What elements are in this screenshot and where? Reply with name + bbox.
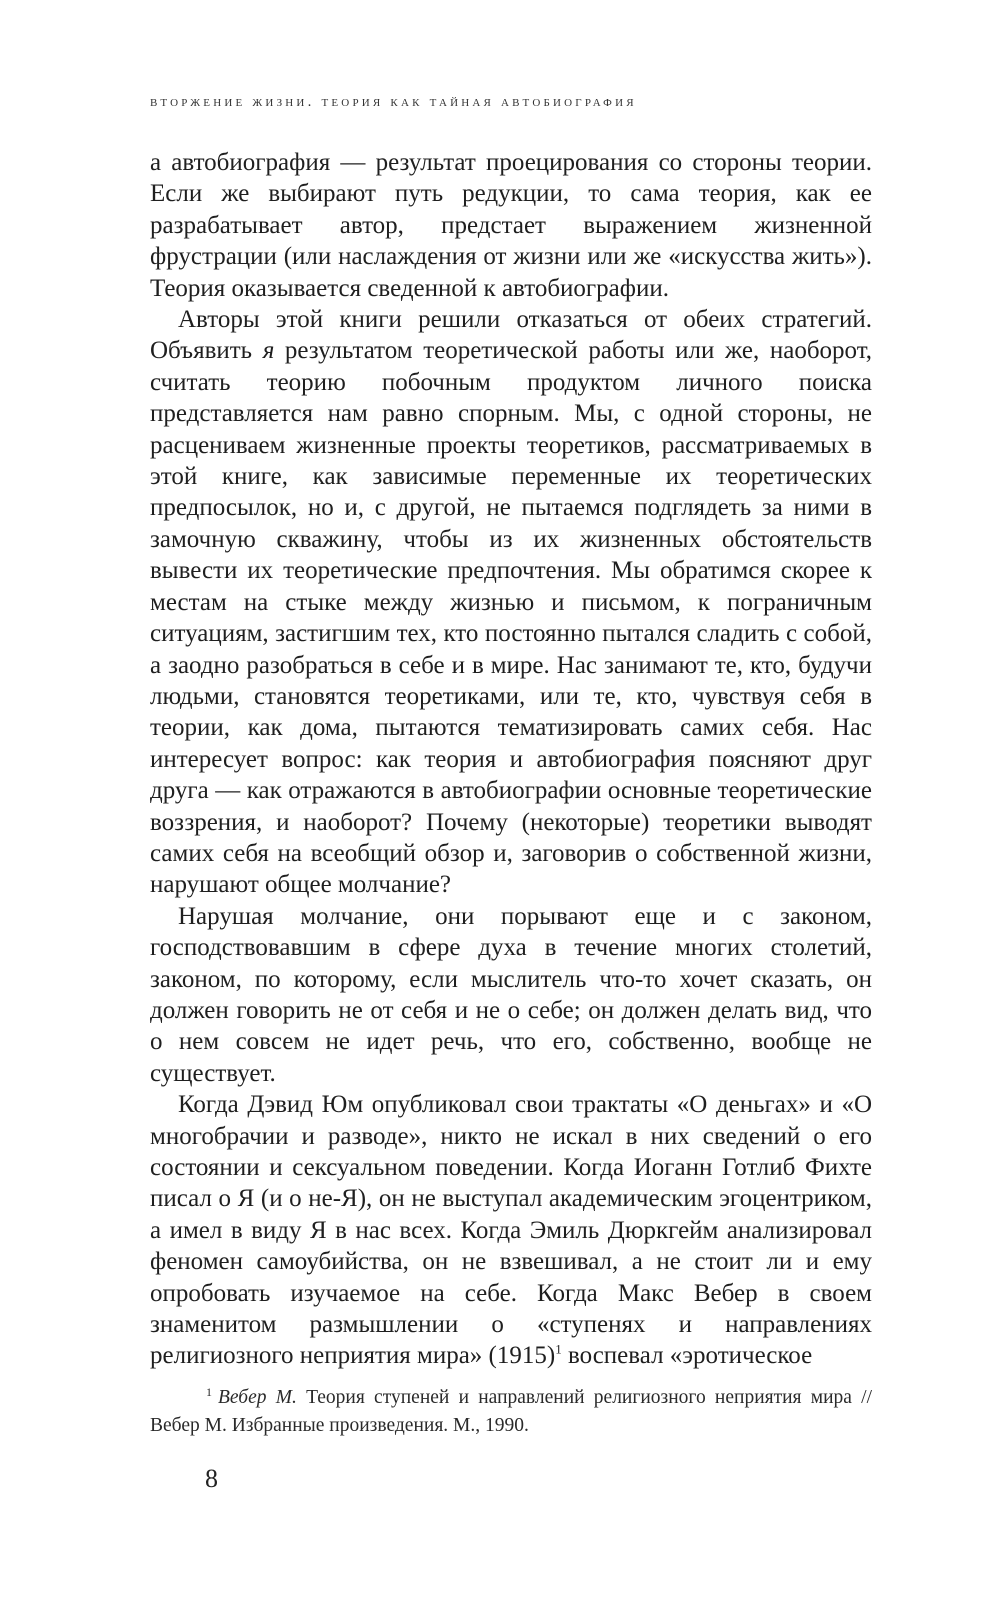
paragraph-1: а автобиография — результат проецирования со стороны теории. Если же выбирают путь редукции, то сама теория, как ее разрабатывает автор, предстает выражением жизненной фрустрации (или наслаждения от жизни или же «искусства жить»). Теория оказывается сведенной к автобиографии. bbox=[150, 149, 872, 302]
paragraph-2 bbox=[150, 304, 872, 901]
footnote bbox=[150, 1384, 872, 1440]
paragraph-4-start: Когда Дэвид Юм опубликовал свои трактаты «О деньгах» и «О многобрачии и разводе», никто не искал в них сведений о его состоянии и сексуальном поведении. Когда Иоганн Готлиб Фихте писал о Я (и о не-Я), он не выступал академическим эгоцентриком, а имел в виду Я в нас всех. Когда Эмиль Дюркгейм анализировал феномен самоубийства, он не взвешивал, а не стоит ли и ему опробовать изучаемое на себе. Когда Макс Вебер в своем знаменитом размышлении о «ступенях и направлениях религиозного неприятия мира» (1915) bbox=[150, 1091, 872, 1370]
footnote-reference[interactable]: 1 bbox=[555, 1342, 562, 1358]
footnote-author: Вебер М. bbox=[218, 1387, 297, 1408]
paragraph-4 bbox=[150, 1089, 872, 1372]
italic-ya: я bbox=[262, 337, 275, 365]
paragraph-2-start: Авторы этой книги решили отказаться от обеих стратегий. Объявить bbox=[150, 306, 872, 365]
footnote-text: Теория ступеней и направлений религиозного неприятия мира // Вебер М. Избранные произведения. М., 1990. bbox=[150, 1387, 873, 1436]
paragraph-2-rest: результатом теоретической работы или же, наоборот, считать теорию побочным продуктом личного поиска представляется нам равно спорным. Мы, с одной стороны, не расцениваем жизненные проекты теоретиков, рассматриваемых в этой книге, как зависимые переменные их теоретических предпосылок, но и, с другой, не пытаемся подглядеть за ними в замочную скважину, чтобы из их жизненных обстоятельств вывести их теоретические предпочтения. Мы обратимся скорее к местам на стыке между жизнью и письмом, к пограничным ситуациям, застигшим тех, кто постоянно пытался сладить с собой, а заодно разобраться в себе и в мире. Нас занимают те, кто, будучи людьми, становятся теоретиками, или те, кто, чувствуя себя в теории, как дома, пытаются тематизировать самих себя. Нас интересует вопрос: как теория и автобиография поясняют друг друга — как отражаются в автобиографии основные теоретические воззрения, и наоборот? Почему (некоторые) теоретики выводят самих себя на всеобщий обзор и, заговорив о собственной жизни, нарушают общее молчание? bbox=[150, 337, 873, 899]
main-text bbox=[150, 147, 872, 1372]
footnote-number: 1 bbox=[206, 1384, 212, 1399]
paragraph-4-rest: воспевал «эротическое bbox=[561, 1342, 813, 1370]
page-number: 8 bbox=[205, 1464, 218, 1493]
running-head: вторжение жизни. теория как тайная автобиография bbox=[150, 94, 637, 110]
paragraph-3: Нарушая молчание, они порывают еще и с законом, господствовавшим в сфере духа в течение многих столетий, законом, по которому, если мыслитель что-то хочет сказать, он должен говорить не от себя и не о себе; он должен делать вид, что о нем совсем не идет речь, что его, собственно, вообще не существует. bbox=[150, 902, 872, 1087]
